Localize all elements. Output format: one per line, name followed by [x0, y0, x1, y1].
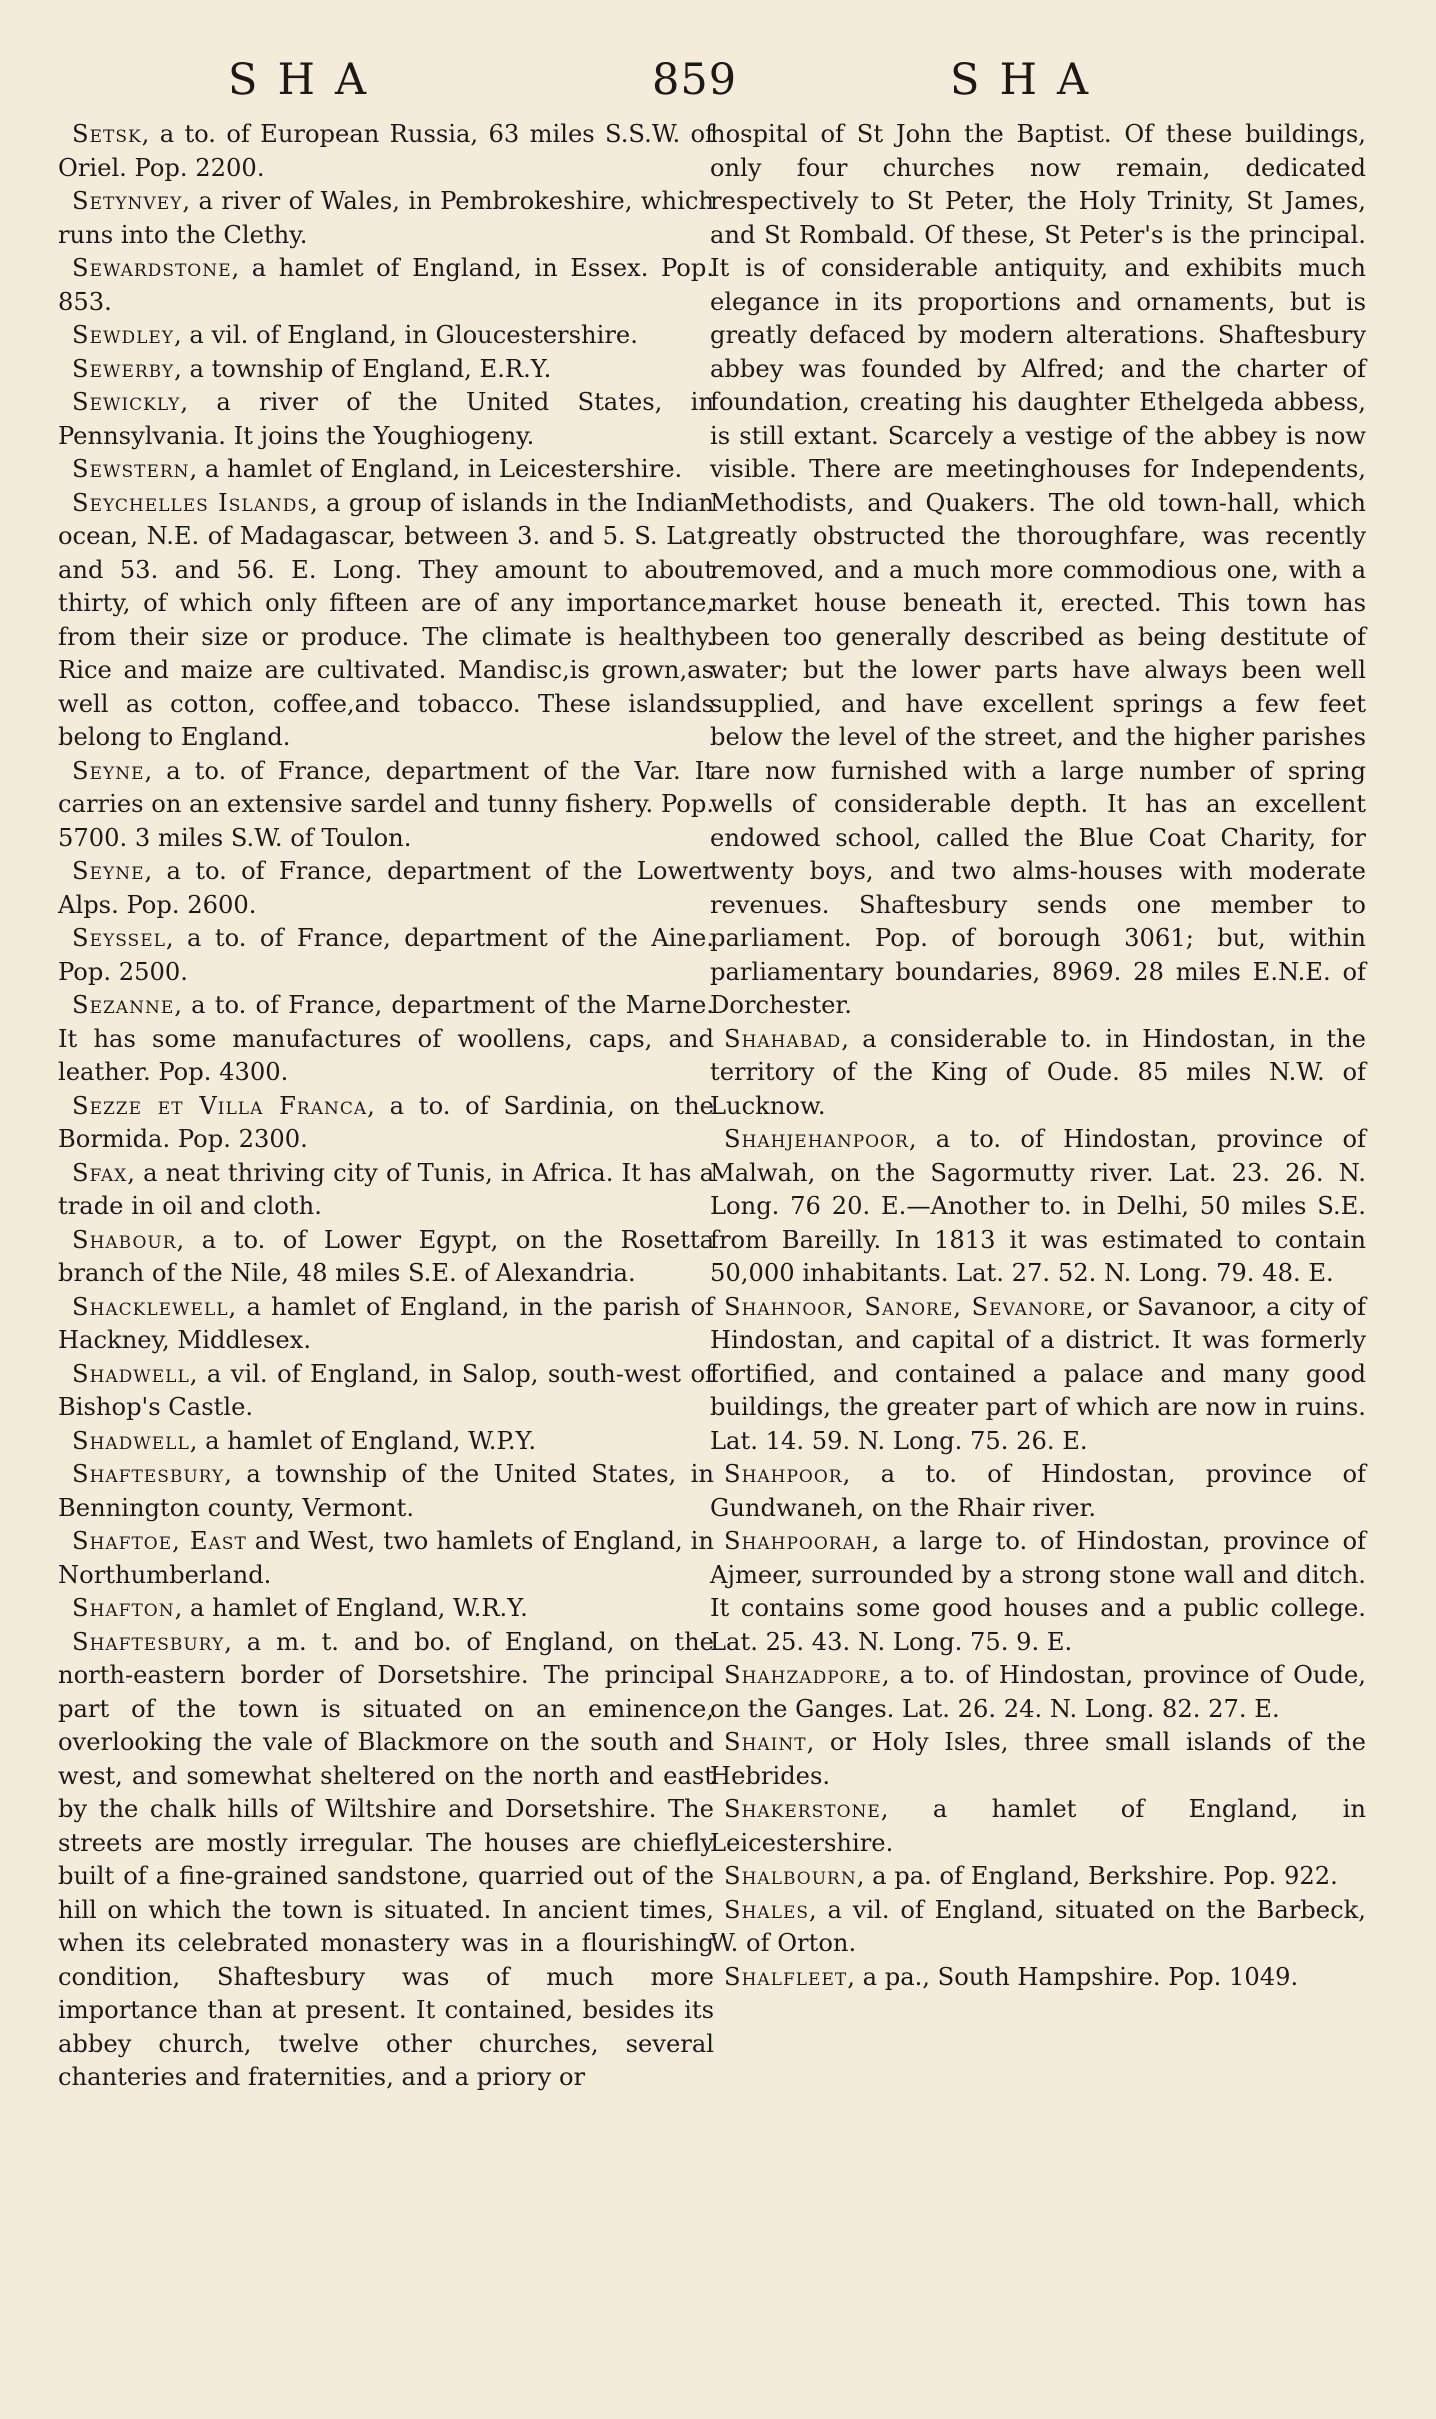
entry-text: , a to. of France, department of the Aine. Pop. 2500. [58, 924, 714, 986]
left-column [58, 118, 714, 2095]
entry [58, 386, 714, 453]
entry-headword: Shakerstone [724, 1795, 881, 1823]
entry-text: , a large to. of Hindostan, province of Ajmeer, surrounded by a strong stone wall and ditch. It contains some good houses and a public college. Lat. 25. 43. N. Long. 75. 9. E. [710, 1527, 1366, 1656]
entry-headword: Shahnoor, Sanore, Sevanore [724, 1292, 1086, 1321]
entry [710, 1023, 1366, 1124]
entry [58, 755, 714, 856]
entry [58, 1291, 714, 1358]
entry [710, 1525, 1366, 1659]
entry-headword: Shadwell [72, 1359, 190, 1388]
entry [710, 1659, 1366, 1726]
entry-text: , a hamlet of England, W.R.Y. [174, 1594, 528, 1622]
entry [58, 487, 714, 755]
entry-headword: Setynvey [72, 187, 183, 215]
entry-headword: Shaftoe, East [72, 1527, 247, 1555]
entry-text: , a considerable to. in Hindostan, in the territory of the King of Oude. 85 miles N.W. of Lucknow. [710, 1024, 1366, 1120]
entry-text: , a river of the United States, in Pennsylvania. It joins the Youghiogeny. [58, 388, 714, 450]
entry-headword: Shaint [724, 1728, 807, 1756]
entry-text: , a hamlet of England, in Leicestershire. [189, 455, 683, 483]
entry-headword: Seyssel [72, 924, 166, 952]
entry [58, 319, 714, 353]
entry-text: , a hamlet of England, in Leicestershire. [710, 1795, 1366, 1857]
entry [710, 1793, 1366, 1860]
entry [58, 855, 714, 922]
entry-text: , a hamlet of England, in the parish of Hackney, Middlesex. [58, 1292, 714, 1354]
entry-headword: Seychelles Islands [72, 488, 311, 517]
entry [58, 185, 714, 252]
entry-headword: Shabour [72, 1225, 177, 1254]
entry [710, 1123, 1366, 1291]
entry [58, 1525, 714, 1592]
entry-text: , a to. of Lower Egypt, on the Rosetta branch of the Nile, 48 miles S.E. of Alexandria. [58, 1225, 714, 1287]
entry [58, 252, 714, 319]
entry [58, 1425, 714, 1459]
entry [58, 1157, 714, 1224]
entry-headword: Shadwell [72, 1426, 190, 1455]
page-number: 859 [652, 55, 738, 105]
entry-text: hospital of St John the Baptist. Of these buildings, only four churches now remain, dedicated respectively to St Peter, the Holy Trinity, St James, and St Rombald. Of these, St Peter's is the principal. It is of considerable antiquity, and exhibits much elegance in its proportions and ornaments, but is greatly defaced by modern alterations. Shaftesbury abbey was founded by Alfred; and the charter of foundation, creating his daughter Ethelgeda abbess, is still extant. Scarcely a vestige of the abbey is now visible. There are meetinghouses for Independents, Methodists, and Quakers. The old town-hall, which greatly obstructed the thoroughfare, was recently removed, and a much more commodious one, with a market house beneath it, erected. This town has been too generally described as being destitute of water; but the lower parts have always been well supplied, and have excellent springs a few feet below the level of the street, and the higher parishes are now furnished with a large number of spring wells of considerable depth. It has an excellent endowed school, called the Blue Coat Charity, for twenty boys, and two alms-houses with moderate revenues. Shaftesbury sends one member to parliament. Pop. of borough 3061; but, within parliamentary boundaries, 8969. 28 miles E.N.E. of Dorchester. [710, 120, 1366, 1019]
entry-text: , a to. of France, department of the Marne. It has some manufactures of woollens, caps, and leather. Pop. 4300. [58, 991, 714, 1086]
header-right: SHA [950, 55, 1109, 105]
entry-headword: Shahjehanpoor [724, 1125, 909, 1153]
entry-headword: Sewerby [72, 354, 175, 383]
entry-headword: Shahabad [724, 1024, 842, 1053]
right-column [710, 118, 1366, 1994]
entry-text: , a hamlet of England, in Essex. Pop. 853. [58, 254, 714, 316]
entry [58, 1090, 714, 1157]
entry-text: , a to. of France, department of the Lower Alps. Pop. 2600. [58, 857, 714, 919]
entry-headword: Shales [724, 1895, 810, 1924]
entry-headword: Sfax [72, 1158, 128, 1187]
entry-text: , or Holy Isles, three small islands of the Hebrides. [710, 1728, 1366, 1790]
entry [710, 1961, 1366, 1995]
entry-text: , or Savanoor, a city of Hindostan, and capital of a district. It was formerly fortified, and contained a palace and many good buildings, the greater part of which are now in ruins. Lat. 14. 59. N. Long. 75. 26. E. [710, 1292, 1366, 1455]
entry-text: , a vil. of England, in Salop, south-west of Bishop's Castle. [58, 1359, 714, 1421]
entry-text: , a township of England, E.R.Y. [174, 354, 552, 383]
entry [58, 1224, 714, 1291]
entry [58, 922, 714, 989]
entry-text: , a to. of Hindostan, province of Malwah, on the Sagormutty river. Lat. 23. 26. N. Long. 76 20. E.—Another to. in Delhi, 50 miles S.E. from Bareilly. In 1813 it was estimated to contain 50,000 inhabitants. Lat. 27. 52. N. Long. 79. 48. E. [710, 1125, 1366, 1287]
entry-headword: Sewickly [72, 388, 181, 416]
entry-text: , a pa. of England, Berkshire. Pop. 922. [856, 1862, 1338, 1890]
entry [710, 1458, 1366, 1525]
entry-text: , a to. of Hindostan, province of Oude, on the Ganges. Lat. 26. 24. N. Long. 82. 27. E. [710, 1661, 1366, 1723]
header-left: SHA [228, 55, 387, 105]
entry [58, 353, 714, 387]
entry-text: , a hamlet of England, W.P.Y. [189, 1426, 537, 1455]
entry-continuation [710, 118, 1366, 1023]
entry-text: , a to. of Sardinia, on the Bormida. Pop. 2300. [58, 1091, 714, 1153]
entry-text: , a m. t. and bo. of England, on the north-eastern border of Dorsetshire. The principal part of the town is situated on an eminence, overlooking the vale of Blackmore on the south and west, and somewhat sheltered on the north and east by the chalk hills of Wiltshire and Dorsetshire. The streets are mostly irregular. The houses are chiefly built of a fine-grained sandstone, quarried out of the hill on which the town is situated. In ancient times, when its celebrated monastery was in a flourishing condition, Shaftesbury was of much more importance than at present. It contained, besides its abbey church, twelve other churches, several chanteries and fraternities, and a priory or [58, 1627, 714, 2091]
entry [58, 1358, 714, 1425]
entry-headword: Seyne [72, 756, 145, 785]
entry-text: , a vil. of England, in Gloucestershire. [174, 321, 638, 349]
entry-headword: Seyne [72, 857, 145, 885]
entry [710, 1894, 1366, 1961]
entry [58, 453, 714, 487]
entry-text: , a pa., South Hampshire. Pop. 1049. [847, 1962, 1299, 1991]
entry-text: , a to. of European Russia, 63 miles S.S.W. of Oriel. Pop. 2200. [58, 120, 714, 182]
entry-headword: Shafton [72, 1594, 175, 1622]
entry-text: , a to. of France, department of the Var. It carries on an extensive sardel and tunny fishery. Pop. 5700. 3 miles S.W. of Toulon. [58, 756, 714, 852]
entry [58, 1458, 714, 1525]
entry-headword: Shacklewell [72, 1292, 229, 1321]
entry-text: , a river of Wales, in Pembrokeshire, which runs into the Clethy. [58, 187, 714, 249]
entry-text: , a neat thriving city of Tunis, in Africa. It has a trade in oil and cloth. [58, 1158, 714, 1220]
entry-text: , a to. of Hindostan, province of Gundwaneh, on the Rhair river. [710, 1460, 1366, 1522]
running-header [0, 55, 1436, 117]
entry [58, 118, 714, 185]
entry [58, 1626, 714, 2095]
entry-text: , a vil. of England, situated on the Barbeck, W. of Orton. [710, 1895, 1366, 1957]
entry [58, 1592, 714, 1626]
entry [710, 1291, 1366, 1459]
entry-headword: Shahzadpore [724, 1661, 882, 1689]
entry-headword: Shaftesbury [72, 1460, 225, 1488]
entry [710, 1726, 1366, 1793]
entry-headword: Sezanne [72, 991, 175, 1019]
entry-headword: Sewdley [72, 321, 175, 349]
entry-headword: Shaftesbury [72, 1627, 225, 1656]
entry [710, 1860, 1366, 1894]
entry-text: and West, two hamlets of England, in Northumberland. [58, 1527, 714, 1589]
entry-text: , a township of the United States, in Bennington county, Vermont. [58, 1460, 714, 1522]
entry-headword: Shahpoorah [724, 1527, 872, 1555]
entry-headword: Shalbourn [724, 1862, 857, 1890]
entry-headword: Shalfleet [724, 1962, 848, 1991]
entry-headword: Sewardstone [72, 254, 232, 282]
entry-headword: Shahpoor [724, 1460, 843, 1488]
entry-headword: Setsk [72, 120, 142, 148]
entry-headword: Sewstern [72, 455, 190, 483]
entry-headword: Sezze et Villa Franca [72, 1091, 368, 1120]
entry [58, 989, 714, 1090]
entry-text: , a group of islands in the Indian ocean, N.E. of Madagascar, between 3. and 5. S. Lat. and 53. and 56. E. Long. They amount to about thirty, of which only fifteen are of any importance, from their size or produce. The climate is healthy. Rice and maize are cultivated. Mandisc,is grown,as well as cotton, coffee,and tobacco. These islands belong to England. [58, 488, 715, 751]
